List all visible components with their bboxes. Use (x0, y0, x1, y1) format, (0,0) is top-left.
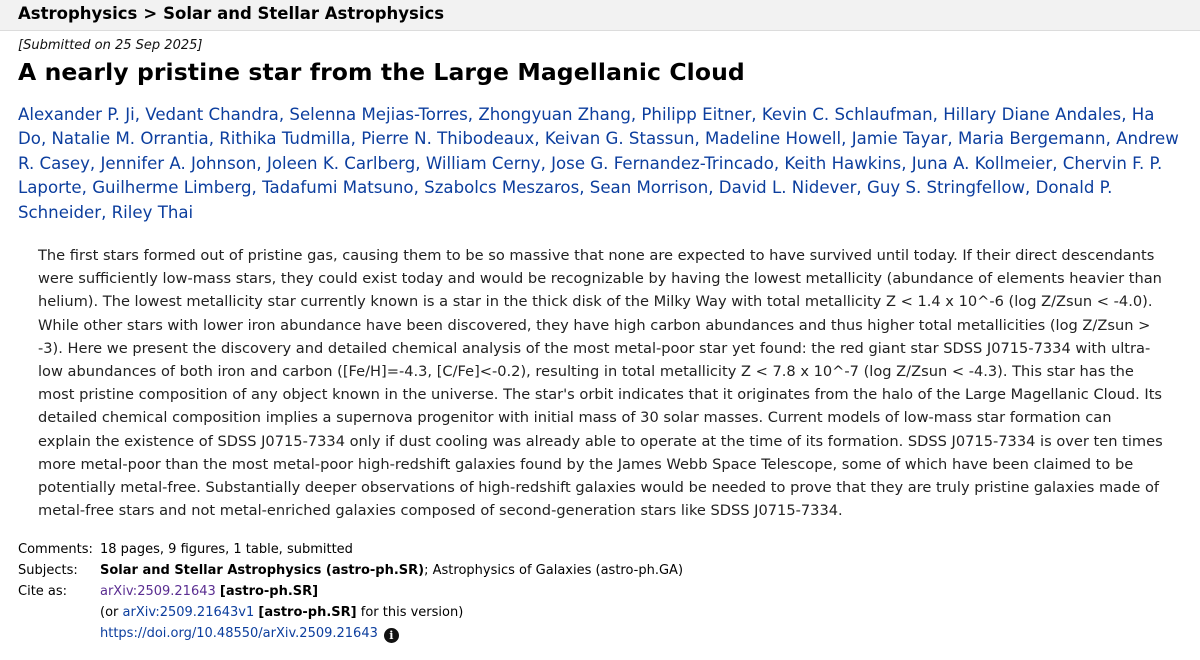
cite-row (18, 581, 1178, 602)
secondary-subject: ; Astrophysics of Galaxies (astro-ph.GA) (424, 563, 684, 578)
version-category: [astro-ph.SR] (258, 605, 357, 620)
author-link[interactable]: David L. Nidever (718, 178, 857, 198)
doi-value (100, 623, 399, 644)
cite-value (100, 581, 318, 602)
author-link[interactable]: Joleen K. Carlberg (266, 153, 416, 173)
author-link[interactable]: Donald P. Schneider (18, 178, 1113, 222)
author-link[interactable]: Juna A. Kollmeier (911, 153, 1053, 173)
author-link[interactable]: Madeline Howell (705, 129, 842, 149)
author-link[interactable]: Alexander P. Ji (18, 105, 135, 124)
breadcrumb-parent[interactable]: Astrophysics (18, 4, 138, 23)
header-bar (0, 0, 1200, 31)
author-link[interactable]: Guy S. Stringfellow (866, 178, 1026, 198)
breadcrumb-current[interactable]: Solar and Stellar Astrophysics (163, 4, 445, 23)
author-link[interactable]: Tadafumi Matsuno (262, 178, 414, 198)
comments-row (18, 539, 1178, 560)
version-value (100, 602, 463, 623)
author-link[interactable]: Kevin C. Schlaufman (761, 105, 933, 124)
author-link[interactable]: Szabolcs Meszaros (424, 178, 580, 198)
author-link[interactable]: Keivan G. Stassun (544, 129, 695, 149)
subjects-label: Subjects: (18, 563, 78, 578)
author-link[interactable]: Jennifer A. Johnson (100, 153, 257, 173)
author-link[interactable]: Maria Bergemann (957, 129, 1106, 149)
subjects-row (18, 560, 1178, 581)
author-link[interactable]: Guilherme Limberg (92, 178, 252, 198)
doi-link[interactable]: https://doi.org/10.48550/arXiv.2509.21643 (100, 626, 378, 641)
author-link[interactable]: Natalie M. Orrantia (51, 129, 209, 149)
author-link[interactable]: Pierre N. Thibodeaux (361, 129, 535, 149)
author-link[interactable]: Keith Hawkins (784, 153, 902, 173)
author-link[interactable]: Jose G. Fernandez-Trincado (551, 153, 774, 173)
cite-label: Cite as: (18, 584, 68, 599)
version-link[interactable]: arXiv:2509.21643v1 (122, 605, 255, 620)
submission-date: [Submitted on 25 Sep 2025] (18, 38, 203, 53)
version-suffix: for this version) (356, 605, 464, 620)
cite-link[interactable]: arXiv:2509.21643 (100, 584, 216, 599)
metadata-table (18, 539, 1178, 644)
author-link[interactable]: Rithika Tudmilla (219, 129, 351, 149)
version-prefix: (or (100, 605, 123, 620)
comments-value: 18 pages, 9 figures, 1 table, submitted (100, 542, 353, 557)
cite-category: [astro-ph.SR] (219, 584, 319, 599)
breadcrumb-separator: > (143, 4, 158, 23)
author-link[interactable]: Ha Do (18, 105, 1155, 149)
author-list: Alexander P. Ji, Vedant Chandra, Selenna Mejias-Torres, Zhongyuan Zhang, Philipp Eitner, Kevin C. Schlaufman, Hillary Diane Andales, Ha Do, Natalie M. Orrantia, Rithika Tudmilla, Pierre N. Thibodeaux, Keivan G. Stassun, Madeline Howell, Jamie Tayar, Maria Bergemann, Andrew R. Casey, Jennifer A. Johnson, Joleen K. Carlberg, William Cerny, Jose G. Fernandez-Trincado, Keith Hawkins, Juna A. Kollmeier, Chervin F. P. Laporte, Guilherme Limberg, Tadafumi Matsuno, Szabolcs Meszaros, Sean Morrison, David L. Nidever, Guy S. Stringfellow, Donald P. Schneider, Riley Thai (18, 105, 1179, 222)
author-link[interactable]: Philipp Eitner (641, 105, 752, 124)
version-row (18, 602, 1178, 623)
author-link[interactable]: Hillary Diane Andales (943, 105, 1122, 124)
abstract: The first stars formed out of pristine gas, causing them to be so massive that none are expected to have survived until today. If their direct descendants were sufficiently low-mass stars, they could exist today and would be recognizable by having the lowest metallicity (abundance of elements heavier than helium). The lowest metallicity star currently known is a star in the thick disk of the Milky Way with total metallicity Z < 1.4 x 10^-6 (log Z/Zsun < -4.0). While other stars with lower iron abundance have been discovered, they have high carbon abundances and thus higher total metallicities (log Z/Zsun > -3). Here we present the discovery and detailed chemical analysis of the most metal-poor star yet found: the red giant star SDSS J0715-7334 with ultra-low abundances of both iron and carbon ([Fe/H]=-4.3, [C/Fe]<-0.2), resulting in total metallicity Z < 7.8 x 10^-7 (log Z/Zsun < -4.3). This star has the most pristine composition of any object known in the universe. The star's orbit indicates that it originates from the halo of the Large Magellanic Cloud. Its detailed chemical composition implies a supernova progenitor with initial mass of 30 solar masses. Current models of low-mass star formation can explain the existence of SDSS J0715-7334 only if dust cooling was already able to operate at the time of its formation. SDSS J0715-7334 is over ten times more metal-poor than the most metal-poor high-redshift galaxies found by the James Webb Space Telescope, some of which have been claimed to be potentially metal-free. Substantially deeper observations of high-redshift galaxies would be needed to prove that they are truly pristine galaxies made of metal-free stars and not metal-enriched galaxies composed of second-generation stars like SDSS J0715-7334. (38, 247, 1163, 520)
author-link[interactable]: Andrew R. Casey (18, 129, 1179, 173)
author-link[interactable]: Chervin F. P. Laporte (18, 153, 1163, 198)
author-link[interactable]: William Cerny (425, 153, 541, 173)
doi-row (18, 623, 1178, 644)
paper-title: A nearly pristine star from the Large Magellanic Cloud (18, 58, 745, 86)
breadcrumb (18, 4, 444, 23)
author-link[interactable]: Zhongyuan Zhang (478, 105, 631, 124)
primary-subject: Solar and Stellar Astrophysics (astro-ph.SR) (100, 563, 425, 578)
author-link[interactable]: Sean Morrison (589, 178, 709, 198)
author-link[interactable]: Selenna Mejias-Torres (289, 105, 468, 124)
info-icon[interactable]: i (384, 628, 399, 643)
author-link[interactable]: Vedant Chandra (145, 105, 279, 124)
author-link[interactable]: Jamie Tayar (851, 129, 948, 149)
comments-label: Comments: (18, 542, 93, 557)
author-link[interactable]: Riley Thai (111, 202, 194, 222)
subjects-value (100, 560, 683, 581)
